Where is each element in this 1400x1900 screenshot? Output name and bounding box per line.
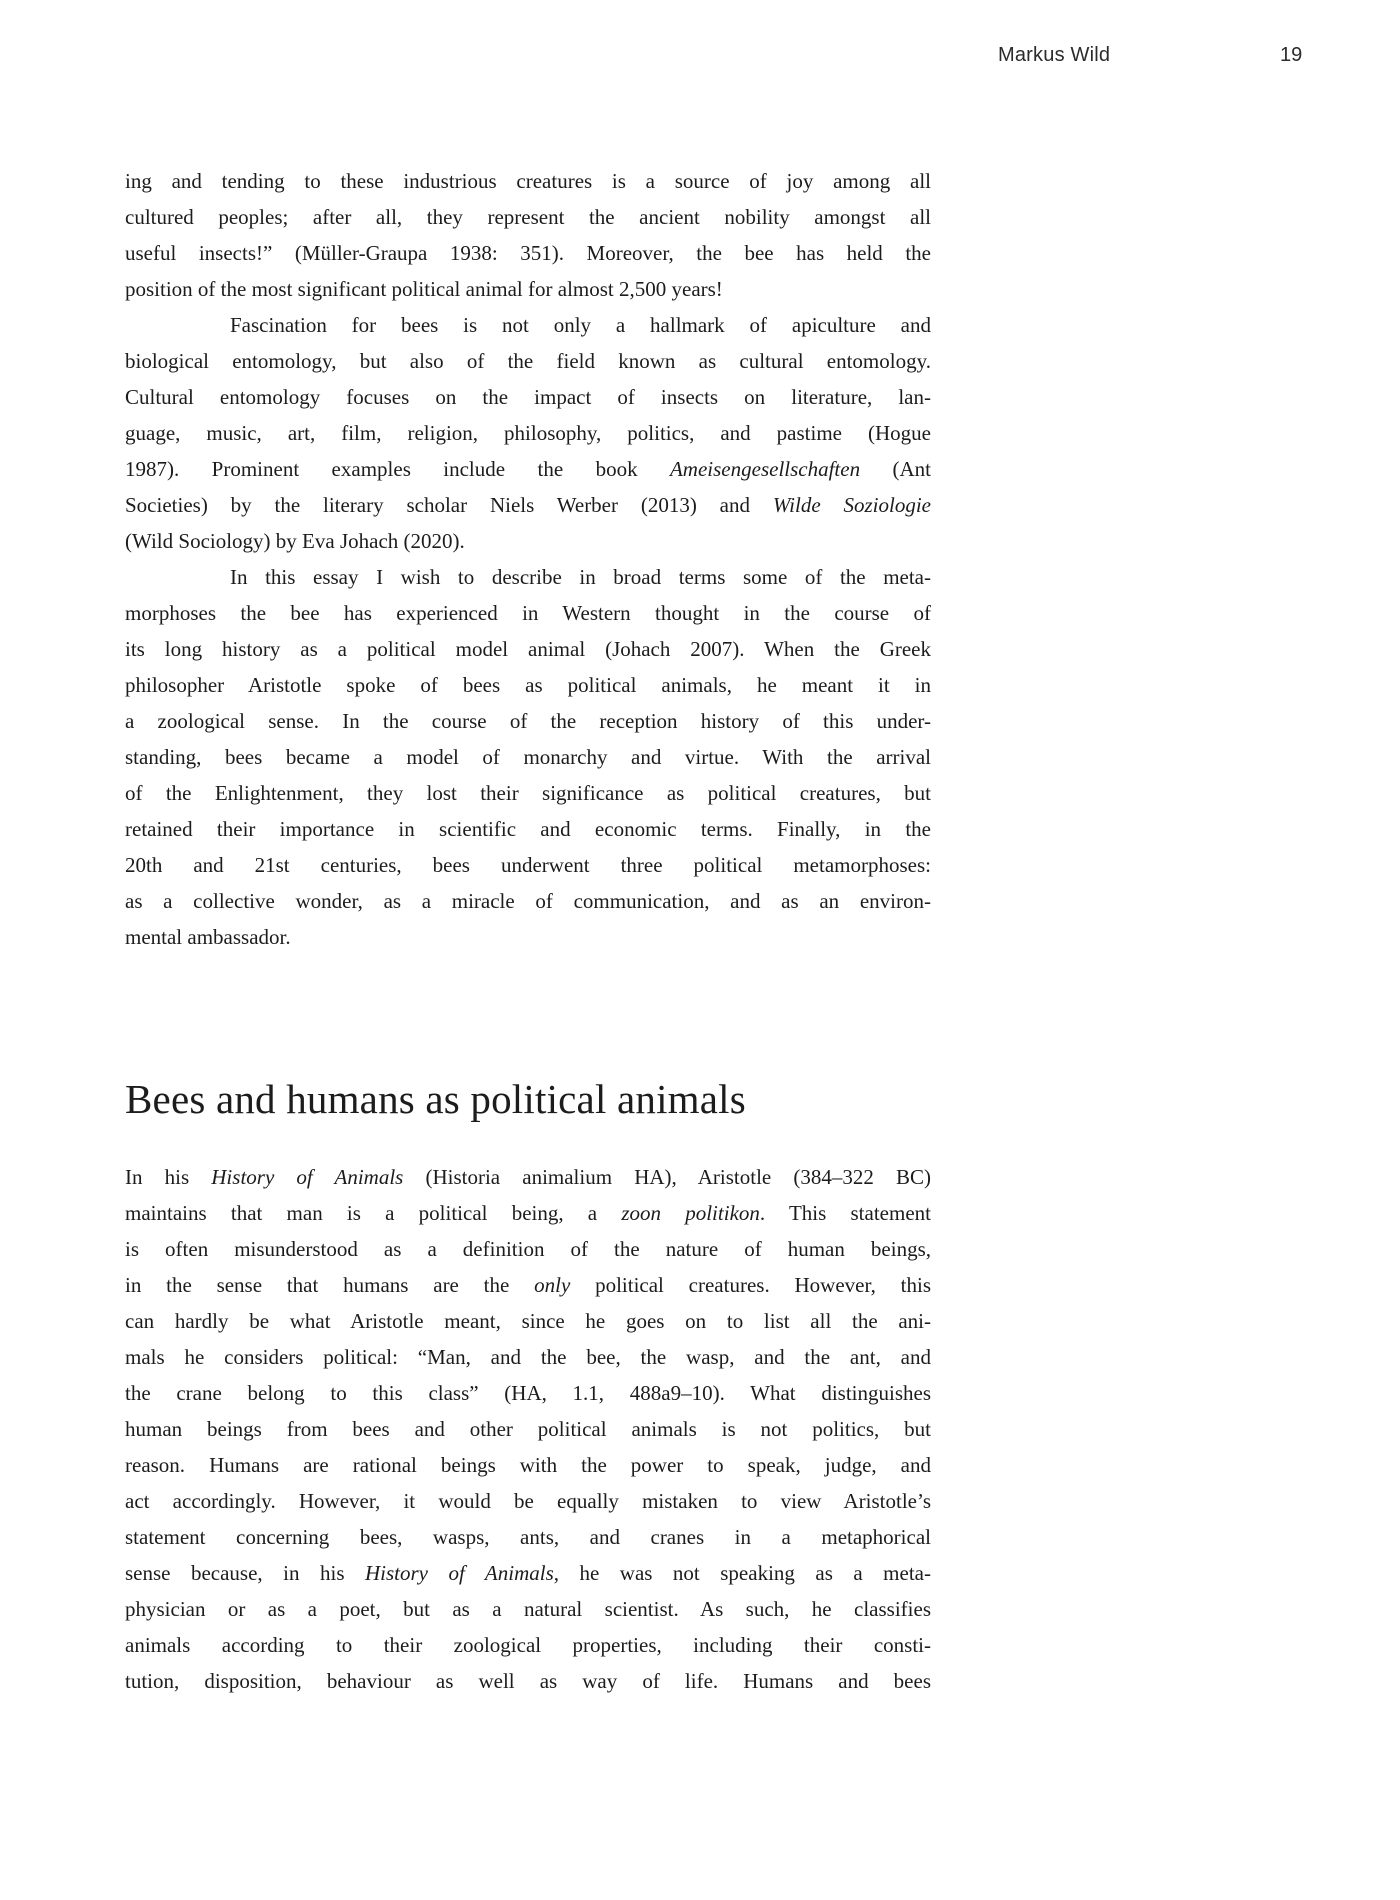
paragraph (125, 163, 931, 307)
text-line: of the Enlightenment, they lost their significance as political creatures, but (125, 781, 931, 805)
text-line: morphoses the bee has experienced in Western thought in the course of (125, 601, 931, 625)
text-line: 20th and 21st centuries, bees underwent three political metamorphoses: (125, 853, 931, 877)
text-line: the crane belong to this class” (HA, 1.1, 488a9–10). What distinguishes (125, 1381, 931, 1405)
article-body (125, 163, 931, 1699)
page-number: 19 (1280, 44, 1303, 66)
text-line: position of the most significant political animal for almost 2,500 years! (125, 277, 723, 301)
text-line: tution, disposition, behaviour as well as way of life. Humans and bees (125, 1669, 931, 1693)
text-line: (Wild Sociology) by Eva Johach (2020). (125, 529, 465, 553)
text-line: human beings from bees and other political animals is not politics, but (125, 1417, 931, 1441)
text-line: can hardly be what Aristotle meant, since he goes on to list all the ani- (125, 1309, 931, 1333)
text-line: useful insects!” (Müller-Graupa 1938: 351). Moreover, the bee has held the (125, 241, 931, 265)
text-line: biological entomology, but also of the field known as cultural entomology. (125, 349, 931, 373)
text-line: animals according to their zoological properties, including their consti- (125, 1633, 931, 1657)
text-line: Fascination for bees is not only a hallmark of apiculture and (230, 313, 931, 337)
text-line: 1987). Prominent examples include the book Ameisengesellschaften (Ant (125, 457, 931, 481)
running-header (0, 0, 1400, 90)
paragraph (125, 1159, 931, 1699)
text-line: act accordingly. However, it would be equally mistaken to view Aristotle’s (125, 1489, 931, 1513)
text-line: ing and tending to these industrious creatures is a source of joy among all (125, 169, 931, 193)
section-heading: Bees and humans as political animals (125, 1076, 746, 1122)
text-line: Societies) by the literary scholar Niels Werber (2013) and Wilde Soziologie (125, 493, 931, 517)
text-line: In this essay I wish to describe in broad terms some of the meta- (230, 565, 931, 589)
text-line: standing, bees became a model of monarchy and virtue. With the arrival (125, 745, 931, 769)
paragraph (125, 307, 931, 559)
text-line: as a collective wonder, as a miracle of communication, and as an environ- (125, 889, 931, 913)
text-line: is often misunderstood as a definition of the nature of human beings, (125, 1237, 931, 1261)
text-line: in the sense that humans are the only political creatures. However, this (125, 1273, 931, 1297)
text-line: guage, music, art, film, religion, philosophy, politics, and pastime (Hogue (125, 421, 931, 445)
text-line: cultured peoples; after all, they represent the ancient nobility amongst all (125, 205, 931, 229)
text-line: a zoological sense. In the course of the reception history of this under- (125, 709, 931, 733)
paragraphs-before-heading (125, 163, 931, 955)
text-line: retained their importance in scientific and economic terms. Finally, in the (125, 817, 931, 841)
text-line: statement concerning bees, wasps, ants, and cranes in a metaphorical (125, 1525, 931, 1549)
text-line: physician or as a poet, but as a natural scientist. As such, he classifies (125, 1597, 931, 1621)
text-line: Cultural entomology focuses on the impact of insects on literature, lan- (125, 385, 931, 409)
text-line: maintains that man is a political being, a zoon politikon. This statement (125, 1201, 931, 1225)
text-line: In his History of Animals (Historia animalium HA), Aristotle (384–322 BC) (125, 1165, 931, 1189)
text-line: its long history as a political model animal (Johach 2007). When the Greek (125, 637, 931, 661)
text-line: reason. Humans are rational beings with the power to speak, judge, and (125, 1453, 931, 1477)
text-line: mals he considers political: “Man, and the bee, the wasp, and the ant, and (125, 1345, 931, 1369)
paragraphs-after-heading (125, 1159, 931, 1699)
text-line: philosopher Aristotle spoke of bees as political animals, he meant it in (125, 673, 931, 697)
text-line: mental ambassador. (125, 925, 291, 949)
text-line: sense because, in his History of Animals, he was not speaking as a meta- (125, 1561, 931, 1585)
paragraph (125, 559, 931, 955)
running-header-author: Markus Wild (998, 44, 1111, 66)
